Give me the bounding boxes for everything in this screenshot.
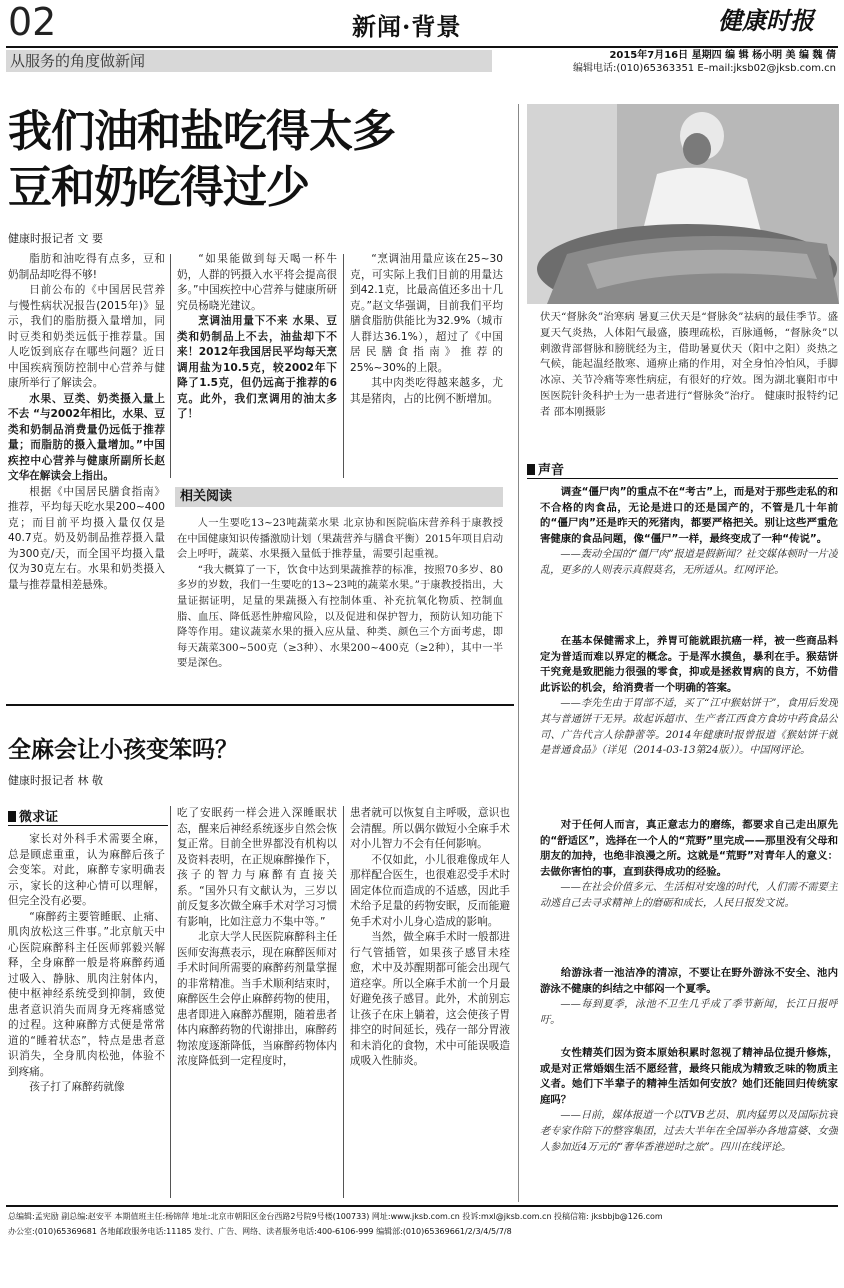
- voice-item: [540, 485, 838, 609]
- lead-paragraph: 水果、豆类、奶类摄入量上不去 “与2002年相比，水果、豆类和奶制品消费量仍远低于推荐量；而脂肪的摄入量增加。”中国疾控中心营养与健康所副所长赵文华在解读会上指出。: [8, 392, 165, 482]
- logo: [718, 4, 836, 38]
- phone-line: 编辑电话:(010)65363351 E–mail:jksb02@jksb.com.cn: [573, 63, 836, 74]
- anesthesia-paragraph: 家长对外科手术需要全麻，总是顾虑重重，认为麻醉后孩子会变笨。对此，麻醉专家明确表示，家长的这种心情可以理解，但完全没有必要。: [8, 833, 165, 907]
- anesthesia-paragraph: 北京大学人民医院麻醉科主任医师安海燕表示，现在麻醉医师对手术时间所需要的麻醉药剂量掌握的非常精准。当手术顺利结束时，麻醉医生会停止麻醉药物的使用，患者即进入麻醉苏醒期，随着患者体内麻醉药物的代谢排出，麻醉药物浓度逐渐降低，当麻醉药物体内浓度降低到一定程度时，: [177, 931, 337, 1067]
- date-line: 2015年7月16日 星期四 编 辑 杨小明 美 编 魏 倩: [609, 50, 836, 61]
- section-marker-icon: [527, 464, 535, 475]
- related-header: 相关阅读: [180, 489, 233, 504]
- voice-source: ——李先生由于胃部不适，买了“江中猴姑饼干”，食用后发现其与普通饼干无异。故起诉超市、生产者江西食方食坊中药食品公司、广告代言人徐静蕾等。2014年健康时报曾报道《猴姑饼干就是普通食品》（详见（2014-03-13第24版））。中国网评论。: [540, 698, 838, 757]
- voice-quote: 调查“僵尸肉”的重点不在“考古”上，而是对于那些走私的和不合格的肉食品，无论是进口的还是国产的，不管是几十年前的“僵尸肉”还是昨天的死猪肉，都要严格把关。别让这些严重危害健康的食品问题，像“僵尸”一样，最终变成了一种“传说”。: [540, 486, 838, 545]
- lead-paragraph: 烹调油用量下不来 水果、豆类和奶制品上不去，油盐却下不来！2012年我国居民平均每天烹调用盐为10.5克，较2002年下降了1.5克，但仍远高于推荐的6克。此外，我们烹调用的油太多了！: [177, 315, 337, 420]
- related-paragraph: 人一生要吃13~23吨蔬菜水果 北京协和医院临床营养科于康教授在中国健康知识传播激励计划（果蔬营养与膳食平衡）2015年项目启动会上呼吁，蔬菜、水果摄入量低于推荐量，需要引起重视。: [177, 517, 503, 561]
- lead-paragraph: 日前公布的《中国居民营养与慢性病状况报告(2015年)》显示，我们的脂肪摄入量增加，同时豆类和奶类远低于推荐量。国人吃饭到底存在哪些问题？近日中国疾病预防控制中心营养与健康所举行了解读会。: [8, 284, 165, 389]
- lead-headline: [8, 104, 513, 216]
- voice-source: ——日前，媒体报道一个以TVB艺员、肌肉猛男以及国际抗衰老专家作陪下的整容集团，过去大半年在全国举办各地富婆、女强人参加近4万元的“奢华香港逆时之旅”。四川在线评论。: [540, 1110, 838, 1153]
- voice-item: [540, 966, 838, 1036]
- anesthesia-column-2: [177, 806, 337, 1200]
- voice-quote: 女性精英们因为资本原始积累时忽视了精神品位提升修炼，或是对正常婚姻生活不愿经营，最终只能成为精致乏味的物质主义者。她们下半辈子的精神生活如何安放？她们还能回归传统家庭吗？: [540, 1047, 838, 1106]
- voice-source: ——在社会价值多元、生活相对安逸的时代，人们需不需要主动逃自己去寻求精神上的磨砺和成长，人民日报发文说。: [540, 882, 838, 909]
- voice-header-rule: [527, 478, 838, 479]
- lead-paragraph: “烹调油用量应该在25~30克，可实际上我们目前的用量达到42.1克，比最高值还多出十几克。”赵文华强调，目前我们平均膳食脂肪供能比为32.9%（城市人群达36.1%），超过了《中国居民膳食指南》推荐的25%~30%的上限。: [350, 253, 503, 374]
- photo-illustration: [527, 104, 839, 304]
- anesthesia-paragraph: 孩子打了麻醉药就像: [29, 1081, 125, 1093]
- voice-section-title: 声音: [538, 463, 565, 478]
- lead-headline-line2: 豆和奶吃得过少: [8, 162, 309, 213]
- anesthesia-column-1: [8, 832, 165, 1200]
- lead-column-2: [177, 252, 337, 478]
- micro-check-title: 微求证: [19, 810, 59, 825]
- lead-column-1: [8, 252, 165, 694]
- lead-paragraph: 其中肉类吃得越来越多，尤其是猪肉，占的比例不断增加。: [350, 377, 503, 405]
- lead-column-3: [350, 252, 503, 478]
- voice-source: ——每到夏季，泳池不卫生几乎成了季节新闻，长江日报呼吁。: [540, 999, 838, 1026]
- footer-line-2: 办公室:(010)65369681 各地邮政服务电话:11185 发行、广告、网络、读者服务电话:400-6106-999 编辑部:(010)65369661/2/3/4/5/7/8: [8, 1227, 512, 1236]
- column-divider: [343, 254, 344, 478]
- lead-byline: 健康时报记者 文 要: [8, 232, 103, 245]
- section-divider: [6, 704, 514, 706]
- right-column-divider: [518, 104, 519, 1202]
- column-divider: [170, 806, 171, 1198]
- photo-caption: 伏天“督脉灸”治寒病 暑夏三伏天是“督脉灸”祛病的最佳季节。盛夏天气炎热，人体阳气最盛，腠理疏松，百脉通畅，“督脉灸”以刺激背部督脉和膀胱经为主，借助暑夏伏天（阳中之阳）炎热之气候，能起温经散寒、通痹止痛的作用，对全身怕冷怕风，手脚冰凉、关节冷痛等寒性病症，有很好的疗效。图为湖北襄阳市中医医院针灸科护士为一患者进行“督脉灸”治疗。 健康时报特约记者 邵本刚摄影: [540, 311, 838, 418]
- voice-quote: 给游泳者一池洁净的清凉，不要让在野外游泳不安全、池内游泳不健康的纠结之中郁闷一个夏季。: [540, 967, 838, 995]
- section-title: 新闻·背景: [352, 12, 462, 41]
- section-marker-icon: [8, 811, 16, 822]
- page-number: 02: [8, 0, 57, 44]
- masthead-rule: [6, 46, 838, 48]
- micro-check-header: [8, 806, 58, 825]
- column-divider: [170, 254, 171, 478]
- footer-line-1: 总编辑:孟宪励 副总编:赵安平 本期值班主任:杨锦萍 地址:北京市朝阳区金台西路2号院9号楼(100733) 网址:www.jksb.com.cn 投诉:mxl@jksb.com.cn 投稿信箱: jksbbjb@126.com: [8, 1212, 663, 1221]
- footer-rule: [6, 1205, 838, 1207]
- lead-paragraph: 脂肪和油吃得有点多，豆和奶制品却吃得不够!: [8, 253, 165, 281]
- anesthesia-paragraph: 当然，做全麻手术时一般都进行气管插管，如果孩子感冒未痊愈，术中及苏醒期都可能会出现气道痉挛。所以全麻手术前一个月最好避免孩子感冒。此外，术前别忘让孩子在床上躺着，这会使孩子胃排空的时间延长，残存一部分胃液和未消化的食物，术中可能误吸造成吸入性肺炎。: [350, 931, 510, 1067]
- related-paragraph: “我大概算了一下，饮食中达到果蔬推荐的标准，按照70多岁、80多岁的岁数，我们一生要吃的13~23吨的蔬菜水果。”于康教授指出，大量证据证明，足量的果蔬摄入有控制体重、补充抗氧化物质、控制血脂、血压、降低恶性肿瘤风险，以及促进和保护智力，预防认知功能下降等作用。建议蔬菜水果的摄入应从量、种类、颜色三个方面考虑，即每天蔬菜300~500克（≥3种）、水果200~400克（≥2种），其中一半要是深色。: [177, 563, 503, 670]
- column-divider: [343, 806, 344, 1198]
- voice-source: ——轰动全国的“僵尸肉”报道是假新闻？社交媒体顿时一片凌乱，更多的人则表示真假莫名，无所适从。红网评论。: [540, 549, 838, 576]
- acupuncture-photo: [527, 104, 839, 304]
- masthead-slogan: 从服务的角度做新闻: [10, 52, 146, 70]
- anesthesia-headline: 全麻会让小孩变笨吗？: [8, 736, 238, 763]
- anesthesia-paragraph: 吃了安眠药一样会进入深睡眠状态，醒来后神经系统逐步自然会恢复正常。目前全世界都没有机构以及资料表明，在正规麻醉操作下，孩子的智力与麻醉有直接关系。“国外只有文献认为，三岁以前反复多次做全麻手术对学习习惯有影响，比如注意力不集中等。”: [177, 807, 337, 928]
- lead-paragraph: 根据《中国居民膳食指南》推荐，平均每天吃水果200~400克；而目前平均摄入量仅仅是40.7克。奶及奶制品推荐摄入量为300克/天，而全国平均摄入量仅为30克左右。水果和奶类摄入量与推荐量相差悬殊。: [8, 485, 165, 591]
- voice-item: [540, 818, 838, 960]
- anesthesia-byline: 健康时报记者 林 敬: [8, 774, 103, 787]
- lead-paragraph: “如果能做到每天喝一杯牛奶，人群的钙摄入水平将会提高很多。”中国疾控中心营养与健康所研究员杨晓光建议。: [177, 253, 337, 312]
- anesthesia-paragraph: “麻醉药主要管睡眠、止痛、肌肉放松这三件事。”北京航天中心医院麻醉科主任医师郭毅兴解释，全身麻醉一般是将麻醉药通过吸入、静脉、肌肉注射体内，使中枢神经系统受到抑制，致使患者意识消失而周身无疼痛感觉的过程。这种麻醉方式便是常常道的“睡着状态”，特点是患者意识消失，全身肌肉松弛，体验不到疼痛。: [8, 910, 165, 1078]
- voice-quote: 对于任何人而言，真正意志力的磨练，都要求自己走出原先的“舒适区”，选择在一个人的“荒野”里完成——那里没有父母和朋友的加持，也绝非浪漫之所。这就是“荒野”对青年人的意义：去做你害怕的事，直到获得成功的经验。: [540, 819, 838, 878]
- lead-headline-line1: 我们油和盐吃得太多: [8, 106, 395, 157]
- anesthesia-paragraph: 患者就可以恢复自主呼吸，意识也会清醒。所以偶尔做短小全麻手术对小儿智力不会有任何影响。: [350, 807, 510, 850]
- logo-text: 健康时报: [718, 6, 814, 35]
- anesthesia-paragraph: 不仅如此，小儿很难像成年人那样配合医生，也很难忍受手术时固定体位而造成的不适感，因此手术给予足量的药物安眠，反而能避免手术对小儿身心造成的影响。: [350, 853, 510, 928]
- voice-item: [540, 634, 838, 800]
- voice-item: [540, 1046, 838, 1188]
- anesthesia-column-3: [350, 806, 510, 1200]
- micro-check-rule: [8, 825, 168, 826]
- voice-quote: 在基本保健需求上，养胃可能就跟抗癌一样，被一些商品料定为普适而难以界定的概念。于是浑水摸鱼，暴利在手。猴菇饼干究竟是致肥能力很强的零食，抑或是拯救胃病的良方，不妨借此诉讼的机会，给消费者一个明确的答案。: [540, 635, 838, 694]
- related-body: [177, 516, 503, 696]
- voice-section-header: [527, 459, 564, 478]
